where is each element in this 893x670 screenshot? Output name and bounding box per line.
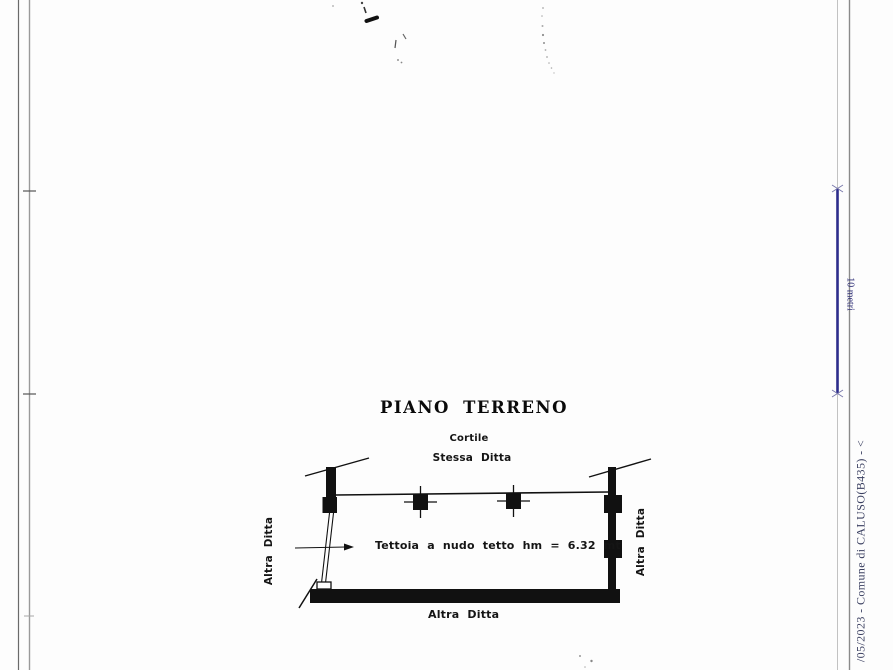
plan-left-boundary-slash — [305, 458, 369, 476]
plan-left-wall — [322, 513, 334, 583]
plan-right-wall — [608, 467, 616, 603]
page-title: PIANO TERRENO — [380, 398, 568, 417]
courtyard-label: Cortile — [449, 433, 489, 444]
plan-bottom-wall — [310, 589, 620, 603]
plan-left-wall-base-block — [317, 582, 331, 589]
right-boundary-label: Altra Ditta — [635, 507, 647, 577]
same-owner-label: Stessa Ditta — [432, 452, 512, 464]
scale-bar-label: 10 metri — [844, 277, 856, 311]
plan-right-pillar-upper — [604, 495, 622, 513]
scan-artifact-dotted-arc — [541, 7, 555, 74]
plan-left-pillar-lower — [323, 497, 338, 513]
plan-right-boundary-slash — [589, 459, 651, 477]
plan-pointer-arrow — [295, 544, 354, 551]
scan-artifact-bottom-right — [579, 655, 593, 668]
plan-left-pillar-upper — [326, 467, 336, 499]
bottom-boundary-label: Altra Ditta — [428, 608, 500, 621]
scan-artifact-mid-top — [395, 34, 406, 63]
plan-top-edge-line — [336, 492, 608, 495]
margin-annotation-text: /05/2023 - Comune di CALUSO(B435) - < — [853, 439, 868, 663]
scan-artifact-top-left — [332, 2, 377, 21]
left-boundary-label: Altra Ditta — [263, 516, 275, 586]
plan-mid-pillar-2 — [497, 485, 530, 517]
plan-mid-pillar-1 — [404, 486, 437, 518]
canopy-annotation: Tettoia a nudo tetto hm = 6.32 mt — [375, 539, 621, 552]
